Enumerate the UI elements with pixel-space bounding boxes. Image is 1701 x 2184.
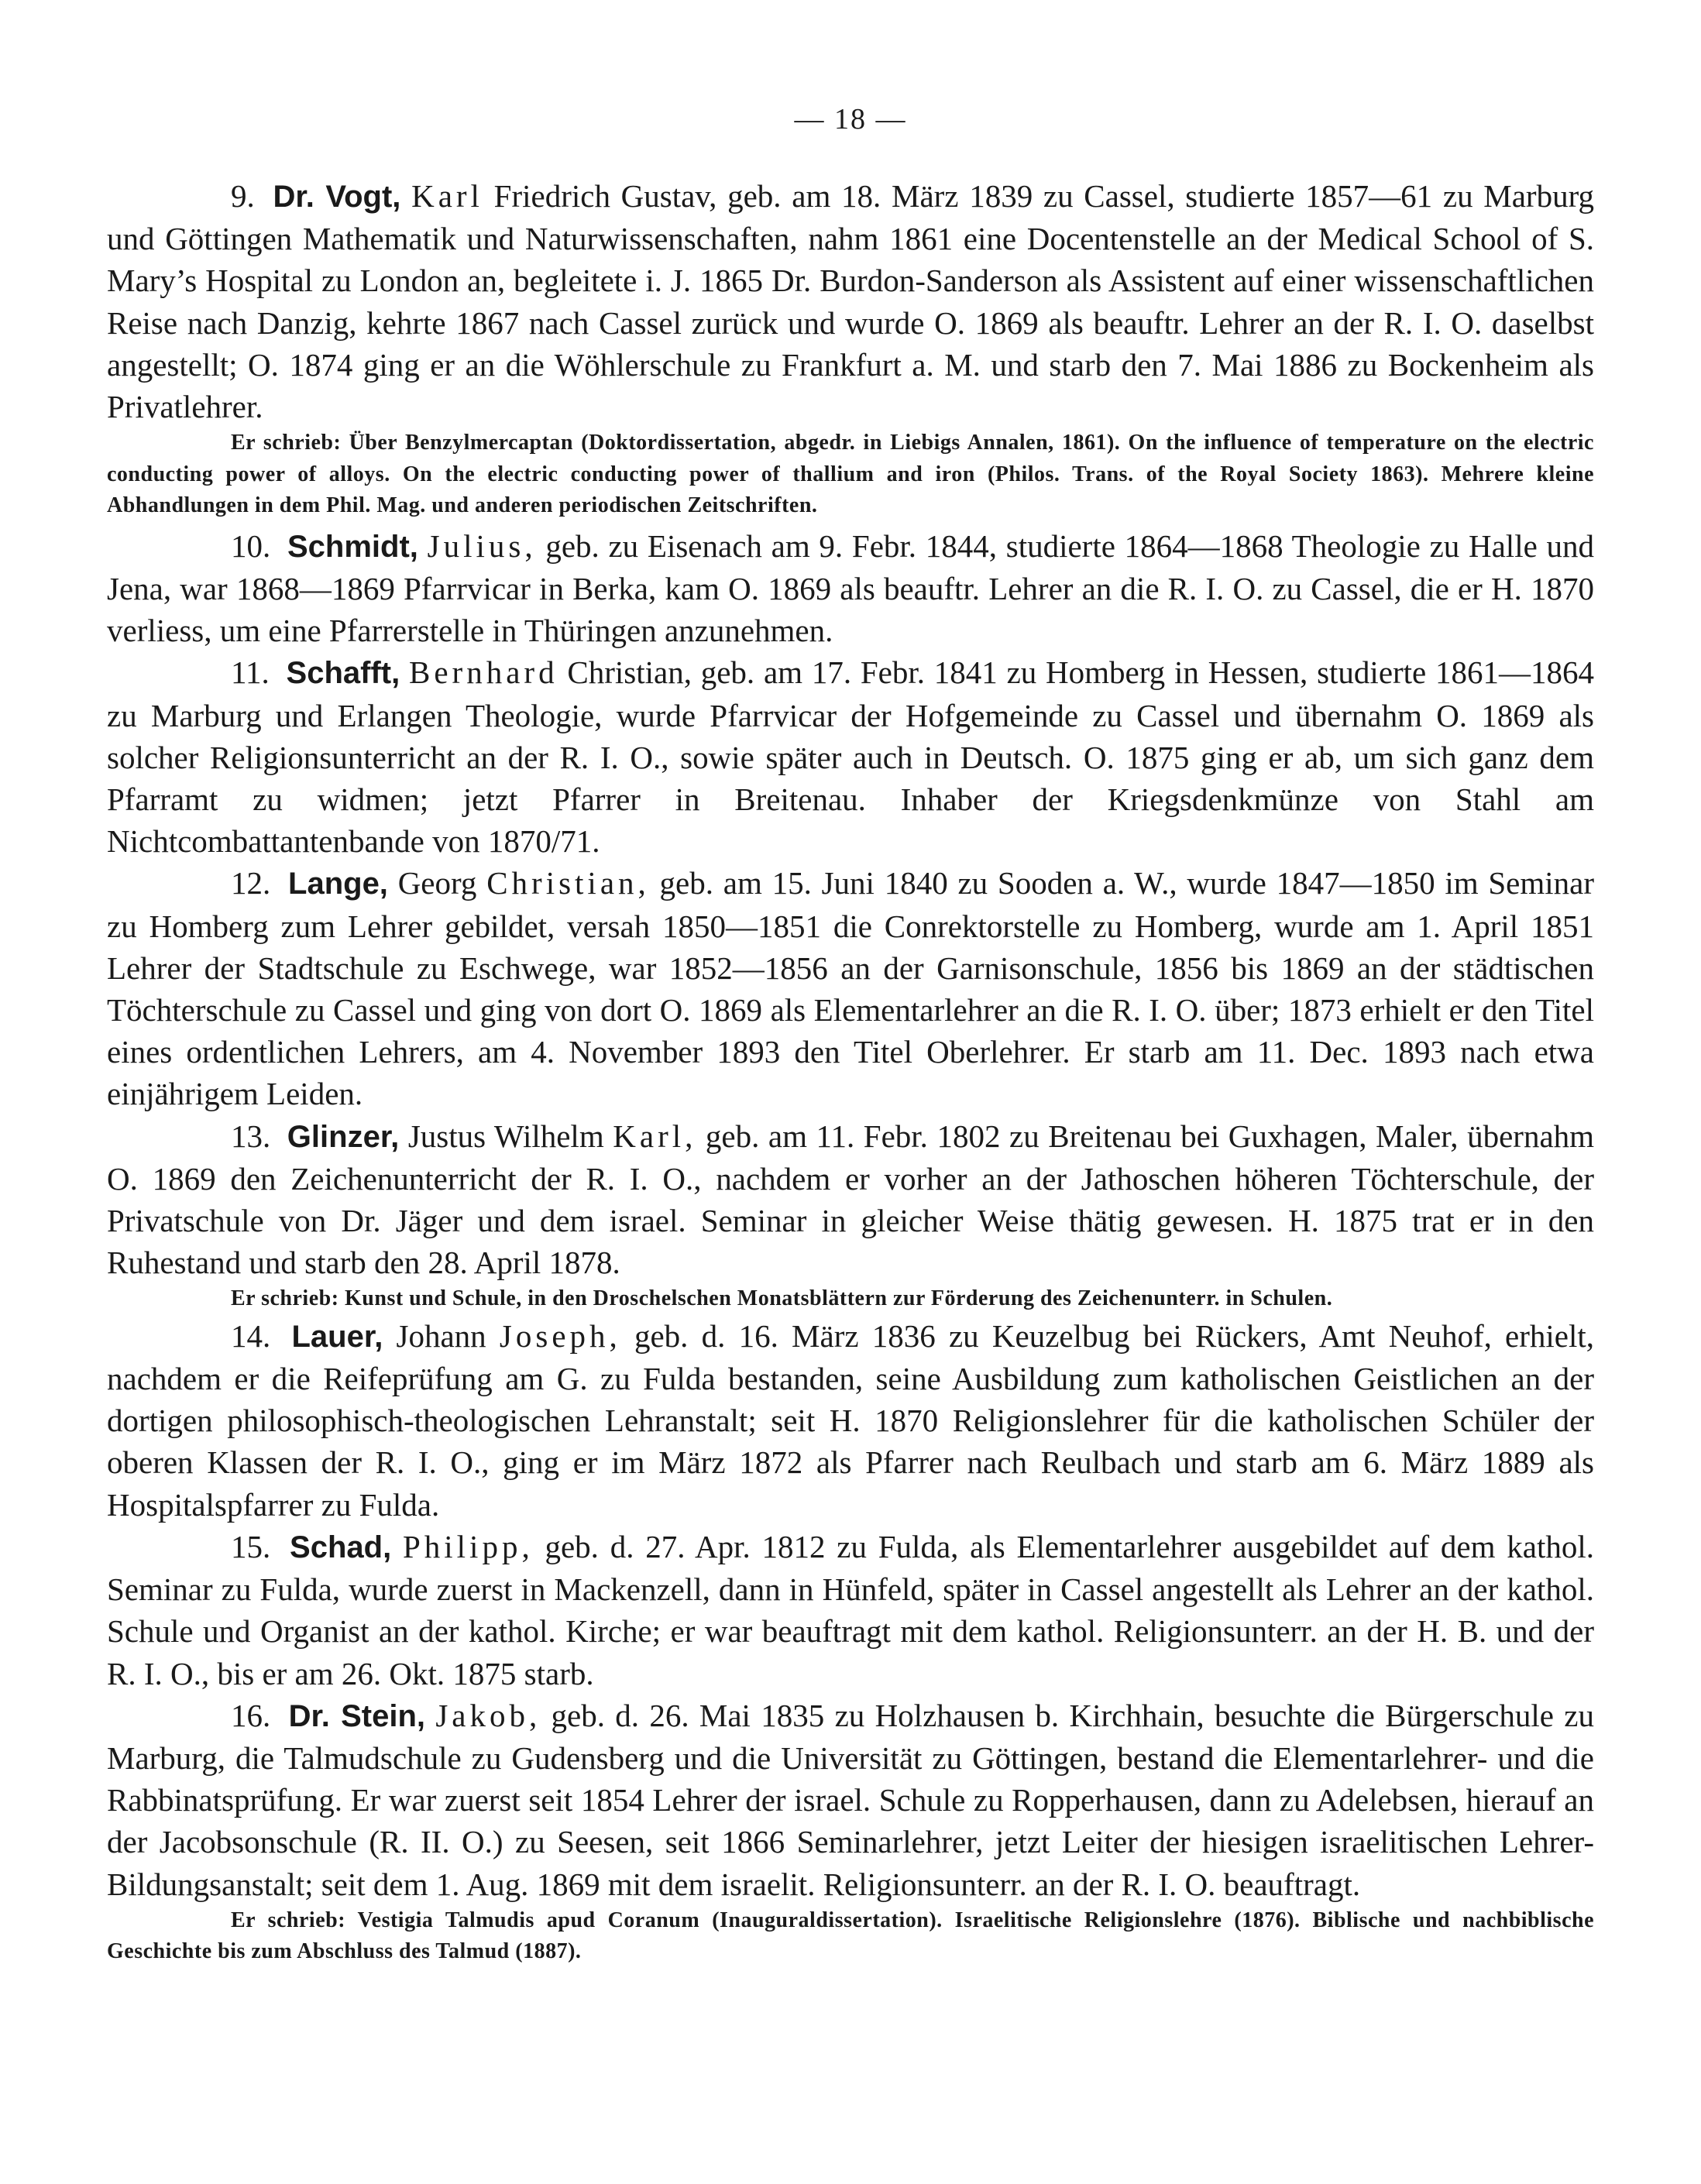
publication-note: Er schrieb: Über Benzylmercaptan (Doktordissertation, abgedr. in Liebigs Annalen, 1861). On the influence of temperature on the electric conducting power of alloys. On the electric conducting power of thallium and iron (Philos. Trans. of the Royal Society 1863). Mehrere kleine Abhandlungen in dem Phil. Mag. und anderen periodischen Zeitschriften. bbox=[107, 431, 1594, 518]
entry-body: geb. zu Eisenach am 9. Febr. 1844, studierte 1864—1868 Theologie zu Halle und Jena, war 1868—1869 Pfarrvicar in Berka, kam O. 1869 als beauftr. Lehrer an die R. I. O. zu Cassel, die er H. 1870 verliess, um eine Pfarrerstelle in Thüringen anzunehmen. bbox=[107, 527, 1595, 649]
entry-text bbox=[107, 1695, 1594, 1905]
entry-name: Schmidt, bbox=[287, 529, 418, 564]
entry-name: Dr. Stein, bbox=[288, 1698, 425, 1733]
entry-name: Glinzer, bbox=[287, 1119, 400, 1154]
biography-entry bbox=[107, 651, 1594, 862]
entry-number: 15. bbox=[231, 1528, 271, 1564]
entry-given-name: Philipp, bbox=[402, 1528, 534, 1564]
entry-name: Schafft, bbox=[286, 656, 400, 691]
biography-entry bbox=[107, 1695, 1594, 1968]
entry-name: Lange, bbox=[288, 867, 388, 901]
entry-given-name: Karl, bbox=[613, 1118, 697, 1154]
page-number: — 18 — bbox=[794, 103, 907, 136]
entry-body: geb. d. 27. Apr. 1812 zu Fulda, als Elementarlehrer ausgebildet auf dem kathol. Seminar zu Fulda, wurde zuerst in Mackenzell, dann in Hünfeld, später in Cassel angestellt als Lehrer an der kathol. Schule und Organist an der kathol. Kirche; er war beauftragt mit dem kathol. Religionsunterr. an der H. B. und der R. I. O., bis er am 26. Okt. 1875 starb. bbox=[107, 1528, 1595, 1691]
entry-first-name: Georg bbox=[397, 865, 477, 901]
entry-number: 11. bbox=[231, 654, 270, 691]
entry-first-name: Justus Wilhelm bbox=[407, 1118, 604, 1154]
entry-given-name: Karl bbox=[411, 178, 483, 214]
entry-number: 16. bbox=[231, 1697, 271, 1733]
entry-number: 13. bbox=[231, 1118, 271, 1154]
biography-entry bbox=[107, 1526, 1594, 1695]
entry-text bbox=[107, 651, 1594, 862]
entry-given-name: Joseph, bbox=[499, 1317, 621, 1354]
entry-text bbox=[107, 862, 1594, 1114]
publication-note: Er schrieb: Kunst und Schule, in den Droschelschen Monatsblättern zur Förderung des Zeichenunterr. in Schulen. bbox=[231, 1286, 1333, 1311]
entry-text bbox=[107, 1526, 1594, 1695]
entry-text bbox=[107, 1115, 1594, 1284]
biography-entry bbox=[107, 1115, 1594, 1315]
entry-body: geb. d. 16. März 1836 zu Keuzelbug bei Rückers, Amt Neuhof, erhielt, nachdem er die Reifeprüfung am G. zu Fulda bestanden, seine Ausbildung zum katholischen Geistlichen an der dortigen philosophisch-theologischen Lehranstalt; seit H. 1870 Religionslehrer für die katholischen Schüler der oberen Klassen der R. I. O., ging er im März 1872 als Pfarrer nach Reulbach und starb am 6. März 1889 als Hospitalspfarrer zu Fulda. bbox=[107, 1317, 1595, 1523]
entry-text bbox=[107, 525, 1594, 652]
entry-text bbox=[107, 1315, 1594, 1526]
entry-given-name: Julius, bbox=[427, 527, 537, 564]
publication-note: Er schrieb: Vestigia Talmudis apud Coranum (Inauguraldissertation). Israelitische Religionslehre (1876). Biblische und nachbiblische Geschichte bis zum Abschluss des Talmud (1887). bbox=[107, 1908, 1594, 1964]
entry-given-name: Jakob, bbox=[435, 1697, 541, 1733]
entry-body: Friedrich Gustav, geb. am 18. März 1839 zu Cassel, studierte 1857—61 zu Marburg und Göttingen Mathematik und Naturwissenschaften, nahm 1861 eine Docentenstelle an der Medical School of S. Mary’s Hospital zu London an, begleitete i. J. 1865 Dr. Burdon-Sanderson als Assistent auf einer wissenschaftlichen Reise nach Danzig, kehrte 1867 nach Cassel zurück und wurde O. 1869 als beauftr. Lehrer an der R. I. O. daselbst angestellt; O. 1874 ging er an die Wöhlerschule zu Frankfurt a. M. und starb den 7. Mai 1886 zu Bockenheim als Privatlehrer. bbox=[107, 178, 1594, 425]
entry-text bbox=[107, 175, 1594, 428]
entry-number: 14. bbox=[231, 1317, 271, 1354]
entry-given-name: Christian, bbox=[486, 865, 650, 901]
entry-body: geb. d. 26. Mai 1835 zu Holzhausen b. Kirchhain, besuchte die Bürgerschule zu Marburg, die Talmudschule zu Gudensberg und die Universität zu Göttingen, bestand die Elementarlehrer- und die Rabbinatsprüfung. Er war zuerst seit 1854 Lehrer der israel. Schule zu Ropperhausen, dann zu Adelebsen, hierauf an der Jacobsonschule (R. II. O.) zu Seesen, seit 1866 Seminarlehrer, jetzt Leiter der hiesigen israelitischen Lehrer-Bildungsanstalt; seit dem 1. Aug. 1869 mit dem israelit. Religionsunterr. an der R. I. O. beauftragt. bbox=[107, 1697, 1594, 1902]
biography-entry bbox=[107, 525, 1594, 652]
text-column bbox=[107, 175, 1594, 1971]
entry-name: Schad, bbox=[290, 1530, 392, 1564]
entry-number: 12. bbox=[231, 865, 271, 901]
entry-body: geb. am 11. Febr. 1802 zu Breitenau bei Guxhagen, Maler, übernahm O. 1869 den Zeichenunterricht der R. I. O., nachdem er vorher an der Jathoschen höheren Töchterschule, der Privatschule von Dr. Jäger und dem israel. Seminar in gleicher Weise thätig gewesen. H. 1875 trat er in den Ruhestand und starb den 28. April 1878. bbox=[107, 1118, 1595, 1281]
entry-number: 9. bbox=[231, 178, 255, 214]
entry-first-name: Johann bbox=[396, 1317, 486, 1354]
entry-name: Dr. Vogt, bbox=[273, 180, 401, 214]
biography-entry bbox=[107, 862, 1594, 1114]
biography-entry bbox=[107, 1315, 1594, 1526]
entry-given-name: Bernhard bbox=[409, 654, 558, 691]
entry-body: geb. am 15. Juni 1840 zu Sooden a. W., wurde 1847—1850 im Seminar zu Homberg zum Lehrer gebildet, versah 1850—1851 die Conrektorstelle zu Homberg, wurde am 1. April 1851 Lehrer der Stadtschule zu Eschwege, war 1852—1856 an der Garnisonschule, 1856 bis 1869 an der städtischen Töchterschule zu Cassel und ging von dort O. 1869 als Elementarlehrer an die R. I. O. über; 1873 erhielt er den Titel eines ordentlichen Lehrers, am 4. November 1893 den Titel Oberlehrer. Er starb am 11. Dec. 1893 nach etwa einjährigem Leiden. bbox=[107, 865, 1595, 1112]
biography-entry bbox=[107, 175, 1594, 522]
entry-number: 10. bbox=[231, 527, 271, 564]
entry-name: Lauer, bbox=[291, 1319, 383, 1354]
entry-body: Christian, geb. am 17. Febr. 1841 zu Homberg in Hessen, studierte 1861—1864 zu Marburg und Erlangen Theologie, wurde Pfarrvicar der Hofgemeinde zu Cassel und übernahm O. 1869 als solcher Religionsunterricht an der R. I. O., sowie später auch in Deutsch. O. 1875 ging er ab, um sich ganz dem Pfarramt zu widmen; jetzt Pfarrer in Breitenau. Inhaber der Kriegsdenkmünze von Stahl am Nichtcombattantenbande von 1870/71. bbox=[107, 654, 1595, 860]
